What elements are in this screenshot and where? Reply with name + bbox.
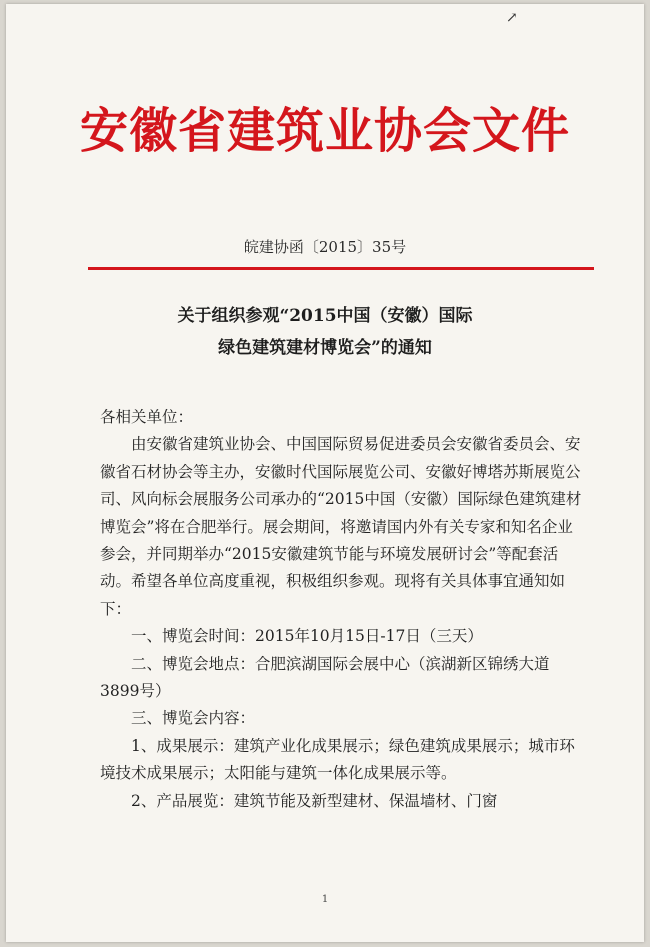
item-time: 一、博览会时间：2015年10月15日-17日（三天） [131,627,483,646]
item-location: 二、博览会地点：合肥滨湖国际会展中心（滨湖新区锦绣大道3899号） [100,654,550,701]
item-content-2: 2、产品展览：建筑节能及新型建材、保温墙材、门窗 [131,791,498,810]
item-content-heading: 三、博览会内容： [131,709,256,728]
document-page [6,4,644,942]
page-number: 1 [321,894,329,905]
corner-mark: ↗ [506,10,518,26]
notice-title-line2: 绿色建筑建材博览会”的通知 [218,338,432,358]
notice-body [100,404,584,815]
doc-number: 皖建协函〔2015〕35号 [243,238,407,256]
red-divider [88,267,594,270]
intro-paragraph: 由安徽省建筑业协会、中国国际贸易促进委员会安徽省委员会、安徽省石材协会等主办，安徽时代国际展览公司、安徽好博塔苏斯展览公司、风向标会展服务公司承办的“2015中国（安徽）国际绿色建筑建材博览会”将在合肥举行。展会期间，将邀请国内外有关专家和知名企业参会，并同期举办“2015安徽建筑节能与环境发展研讨会”等配套活动。希望各单位高度重视，积极组织参观。现将有关具体事宜通知如下： [100,435,582,618]
item-content-1: 1、成果展示：建筑产业化成果展示；绿色建筑成果展示；城市环境技术成果展示；太阳能与建筑一体化成果展示等。 [100,736,575,783]
org-title: 安徽省建筑业协会文件 [79,103,570,159]
notice-title-line1: 关于组织参观“2015中国（安徽）国际 [177,306,473,326]
salutation: 各相关单位： [100,408,194,426]
notice-title [6,300,644,364]
